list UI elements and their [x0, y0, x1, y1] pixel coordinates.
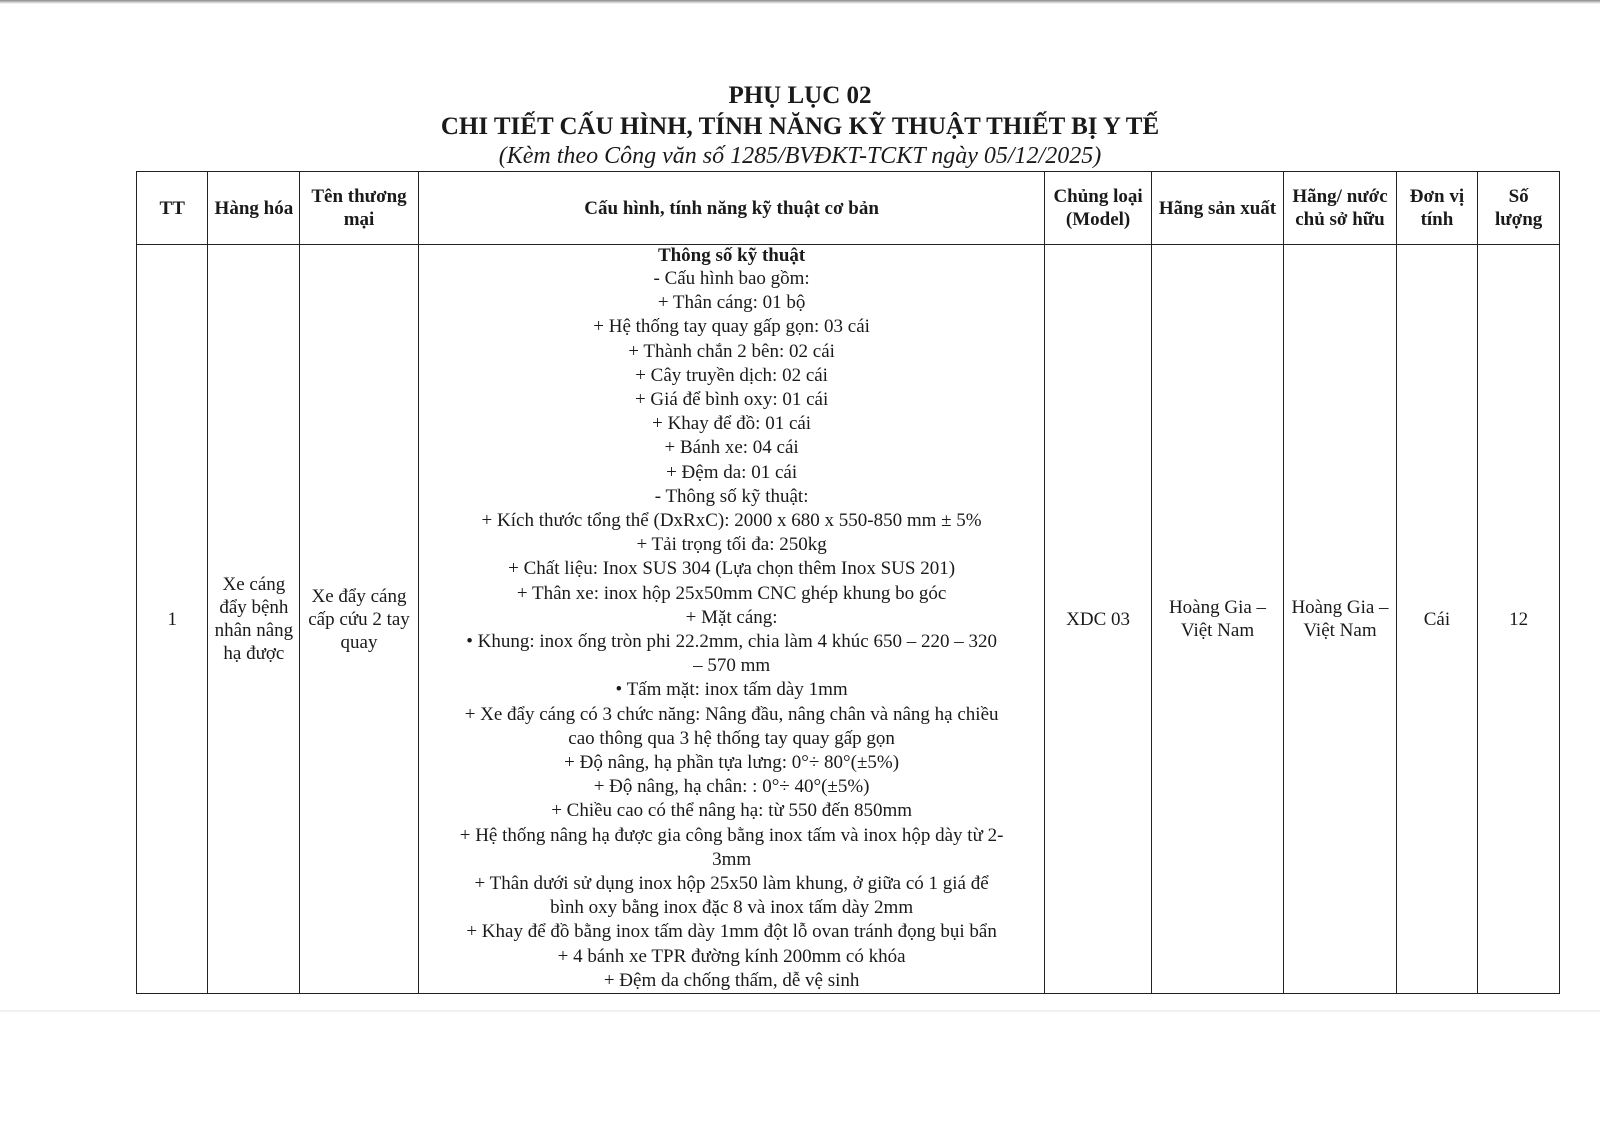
spec-line: cao thông qua 3 hệ thống tay quay gấp gọn — [568, 727, 895, 749]
col-header-don-vi-tinh: Đơn vị tính — [1396, 172, 1478, 245]
cell-ten-thuong-mai: Xe đẩy cáng cấp cứu 2 tay quay — [300, 245, 418, 994]
cell-don-vi-tinh: Cái — [1396, 245, 1478, 994]
spec-line: + Khay để đồ bằng inox tấm dày 1mm đột lỗ ovan tránh đọng bụi bẩn — [466, 921, 997, 943]
spec-line: + Đệm da chống thấm, dễ vệ sinh — [603, 969, 860, 991]
cell-hang-san-xuat: Hoàng Gia – Việt Nam — [1151, 245, 1284, 994]
spec-line: - Cấu hình bao gồm: — [653, 268, 810, 289]
document-title: CHI TIẾT CẤU HÌNH, TÍNH NĂNG KỸ THUẬT THIẾT BỊ Y TẾ — [440, 113, 1160, 140]
spec-line: + Hệ thống nâng hạ được gia công bằng inox tấm và inox hộp dày từ 2- — [459, 824, 1004, 846]
spec-line: + Đệm da: 01 cái — [666, 461, 798, 483]
cell-hang-nuoc-chu-so-huu: Hoàng Gia – Việt Nam — [1284, 245, 1396, 994]
cell-so-luong: 12 — [1478, 245, 1560, 994]
scan-top-edge — [0, 0, 1600, 4]
spec-line: + Cây truyền dịch: 02 cái — [635, 364, 828, 386]
cell-cau-hinh — [418, 245, 1045, 994]
spec-line: + Giá để bình oxy: 01 cái — [634, 389, 829, 411]
spec-line: + Thân xe: inox hộp 25x50mm CNC ghép khung bo góc — [516, 582, 947, 604]
table-header-row — [137, 172, 1560, 245]
cell-tt: 1 — [137, 245, 208, 994]
col-header-ten-thuong-mai: Tên thương mại — [300, 172, 418, 245]
table-row — [137, 245, 1560, 994]
col-header-hang-nuoc-chu-so-huu: Hãng/ nước chủ sở hữu — [1284, 172, 1396, 245]
equipment-spec-table — [136, 171, 1560, 994]
spec-lines — [425, 267, 1039, 993]
appendix-number: PHỤ LỤC 02 — [728, 82, 872, 109]
col-header-tt: TT — [137, 172, 208, 245]
spec-line: + Kích thước tổng thể (DxRxC): 2000 x 680 x 550-850 mm ± 5% — [481, 510, 982, 532]
spec-line: + Thân dưới sử dụng inox hộp 25x50 làm khung, ở giữa có 1 giá để — [474, 873, 989, 895]
spec-line: + 4 bánh xe TPR đường kính 200mm có khóa — [557, 945, 906, 967]
col-header-hang-san-xuat: Hãng sản xuất — [1151, 172, 1284, 245]
spec-line: + Hệ thống tay quay gấp gọn: 03 cái — [593, 316, 870, 338]
cell-hang-hoa: Xe cáng đẩy bệnh nhân nâng hạ được — [208, 245, 300, 994]
spec-line: + Xe đẩy cáng có 3 chức năng: Nâng đầu, nâng chân và nâng hạ chiều — [464, 703, 999, 725]
spec-line: + Độ nâng, hạ phần tựa lưng: 0°÷ 80°(±5%) — [564, 752, 900, 774]
spec-line: • Tấm mặt: inox tấm dày 1mm — [615, 679, 848, 701]
spec-line: bình oxy bằng inox đặc 8 và inox tấm dày 2mm — [550, 897, 914, 919]
spec-line: + Mặt cáng: — [685, 606, 778, 628]
col-header-cau-hinh: Cấu hình, tính năng kỹ thuật cơ bản — [418, 172, 1045, 245]
spec-line: + Bánh xe: 04 cái — [664, 437, 799, 459]
spec-line: + Chất liệu: Inox SUS 304 (Lựa chọn thêm Inox SUS 201) — [508, 558, 956, 580]
spec-line: 3mm — [712, 848, 752, 870]
scan-bottom-edge — [0, 1010, 1600, 1012]
col-header-so-luong: Số lượng — [1478, 172, 1560, 245]
spec-line: – 570 mm — [693, 655, 771, 677]
document-reference: (Kèm theo Công văn số 1285/BVĐKT-TCKT ngày 05/12/2025) — [498, 143, 1102, 169]
col-header-chung-loai: Chủng loại (Model) — [1045, 172, 1151, 245]
spec-line: + Độ nâng, hạ chân: : 0°÷ 40°(±5%) — [593, 776, 870, 798]
spec-line: - Thông số kỹ thuật: — [654, 485, 809, 507]
spec-line: + Tải trọng tối đa: 250kg — [636, 534, 827, 556]
spec-line: + Khay để đồ: 01 cái — [652, 413, 812, 435]
spec-title: Thông số kỹ thuật — [657, 245, 806, 266]
spec-line: + Chiều cao có thể nâng hạ: từ 550 đến 850mm — [551, 800, 913, 822]
spec-line: • Khung: inox ống tròn phi 22.2mm, chia làm 4 khúc 650 – 220 – 320 — [466, 631, 997, 653]
spec-line: + Thân cáng: 01 bộ — [657, 292, 806, 314]
cell-chung-loai: XDC 03 — [1045, 245, 1151, 994]
spec-line: + Thành chắn 2 bên: 02 cái — [628, 340, 835, 362]
col-header-hang-hoa: Hàng hóa — [208, 172, 300, 245]
